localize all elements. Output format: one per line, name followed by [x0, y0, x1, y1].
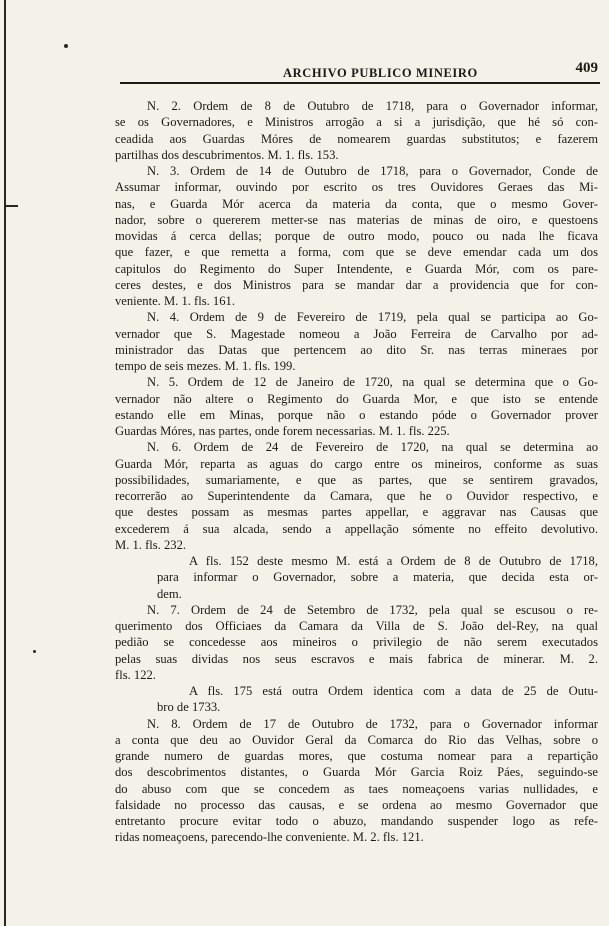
page-number: 409 — [575, 60, 598, 76]
ink-spot — [64, 44, 68, 48]
text-line: falsidade no processo das causas, e se ordena ao mesmo Governador que — [115, 797, 598, 812]
text-line: do abuso com que se concedem as taes nomeaçoens varias nullidades, e — [115, 781, 598, 796]
text-line: pedião se concedesse aos mineiros o privilegio de não serem executados — [115, 635, 598, 650]
text-line: que destes possam as mesmas partes appellar, e aggravar nas Causas que — [115, 505, 598, 520]
text-line: vernador que S. Magestade nomeou a João Ferreira de Carvalho por ad- — [115, 326, 598, 341]
cross-reference-note — [157, 683, 598, 716]
text-line: pelas suas dividas nos seus escravos e mais fabrica de minerar. M. 2. — [115, 651, 598, 666]
text-line: a conta que deu ao Ouvidor Geral da Comarca do Rio das Velhas, sobre o — [115, 732, 598, 747]
text-line: N. 6. Ordem de 24 de Fevereiro de 1720, na qual se determina ao — [147, 440, 598, 455]
text-line: grande numero de guardas mores, que costuma nomear para a repartição — [115, 749, 598, 763]
text-line: fls. 122. — [115, 667, 156, 682]
text-line: estando elle em Minas, porque não o estando póde o Governador prover — [115, 407, 598, 422]
text-line: Guardas Móres, nas partes, onde forem necessarias. M. 1. fls. 225. — [115, 424, 450, 438]
order-entry — [115, 374, 598, 439]
text-line: Guarda Mór, reparta as aguas do cargo entre os mineiros, conforme as suas — [115, 456, 598, 471]
text-line: N. 8. Ordem de 17 de Outubro de 1732, para o Governador informar — [147, 716, 598, 731]
text-line: dos descobrimentos distantes, o Guarda Mór Garcia Roiz Páes, seguindo-se — [115, 765, 598, 780]
margin-tick-mark — [4, 205, 18, 207]
text-line: N. 5. Ordem de 12 de Janeiro de 1720, na qual se determina que o Go- — [147, 375, 598, 390]
text-line: M. 1. fls. 232. — [115, 537, 187, 552]
document-body — [115, 98, 598, 846]
text-line: para informar o Governador, sobre a materia, que decida esta or- — [157, 570, 598, 585]
order-entry — [115, 98, 598, 163]
text-line: A fls. 175 está outra Ordem identica com a data de 25 de Outu- — [189, 684, 598, 698]
text-line: A fls. 152 deste mesmo M. está a Ordem de 8 de Outubro de 1718, — [189, 554, 598, 568]
left-margin-rule — [4, 0, 6, 926]
text-line: N. 7. Ordem de 24 de Setembro de 1732, pela qual se escusou o re- — [147, 602, 598, 617]
text-line: Assumar informar, ouvindo por escrito os tres Ouvidores Geraes das Mi- — [115, 180, 598, 195]
ink-spot — [33, 650, 36, 653]
text-line: recorrerão ao Superintendente da Camara, que he o Ouvidor respectivo, e — [115, 489, 598, 503]
text-line: partilhas dos descubrimentos. M. 1. fls. 153. — [115, 147, 339, 162]
order-entry — [115, 439, 598, 553]
text-line: bro de 1733. — [157, 700, 221, 715]
cross-reference-note — [157, 553, 598, 602]
text-line: se os Governadores, e Ministros arrogão a si a jurisdição, que hé só con- — [115, 115, 598, 130]
text-line: que fazer, e que remetta a forma, com que se deve emendar cada um dos — [115, 245, 598, 260]
text-line: vernador não altere o Regimento do Guarda Mor, e que isto se entende — [115, 391, 598, 406]
text-line: movidas á cerca dellas; porque de outro modo, pouco ou nada lhe ficava — [115, 229, 598, 243]
text-line: possibilidades, sumariamente, e que as partes, que se sentirem gravados, — [115, 472, 598, 487]
text-line: ridas nomeaçoens, parecendo-lhe conveniente. M. 2. fls. 121. — [115, 830, 424, 845]
header-rule — [120, 82, 600, 84]
text-line: nador, sobre o quererem metter-se nas materias de minas de oiro, e questoens — [115, 212, 598, 227]
text-line: tempo de seis mezes. M. 1. fls. 199. — [115, 359, 296, 373]
page-header — [120, 60, 600, 84]
order-entry — [115, 602, 598, 683]
text-line: ministrador das Datas que pertencem ao dito Sr. nas terras mineraes por — [115, 342, 598, 357]
text-line: veniente. M. 1. fls. 161. — [115, 294, 235, 308]
text-line: N. 2. Ordem de 8 de Outubro de 1718, para o Governador informar, — [147, 99, 598, 113]
text-line: ceres destes, e dos Ministros para se mandar dar a providencia que for con- — [115, 277, 598, 292]
order-entry — [115, 163, 598, 309]
order-entry — [115, 716, 598, 846]
order-entry — [115, 309, 598, 374]
text-line: N. 3. Ordem de 14 de Outubro de 1718, para o Governador, Conde de — [147, 164, 598, 178]
text-line: nas, e Guarda Mór acerca da materia da conta, que o mesmo Gover- — [115, 196, 598, 211]
running-title: ARCHIVO PUBLICO MINEIRO — [283, 66, 478, 80]
text-line: capitulos do Regimento do Super Intendente, e Guarda Mór, com os pare- — [115, 261, 598, 276]
text-line: excederem á sua alcada, sendo a appellação sómente no effeito devolutivo. — [115, 521, 598, 536]
text-line: dem. — [157, 586, 182, 601]
text-line: querimento dos Officiaes da Camara da Villa de S. João del-Rey, na qual — [115, 619, 598, 633]
text-line: entretanto procure evitar todo o abuzo, mandando suspender logo as refe- — [115, 814, 598, 828]
text-line: N. 4. Ordem de 9 de Fevereiro de 1719, pela qual se participa ao Go- — [147, 310, 598, 325]
text-line: ceadida aos Guardas Móres de nomearem guardas substitutos; e fazerem — [115, 131, 598, 146]
